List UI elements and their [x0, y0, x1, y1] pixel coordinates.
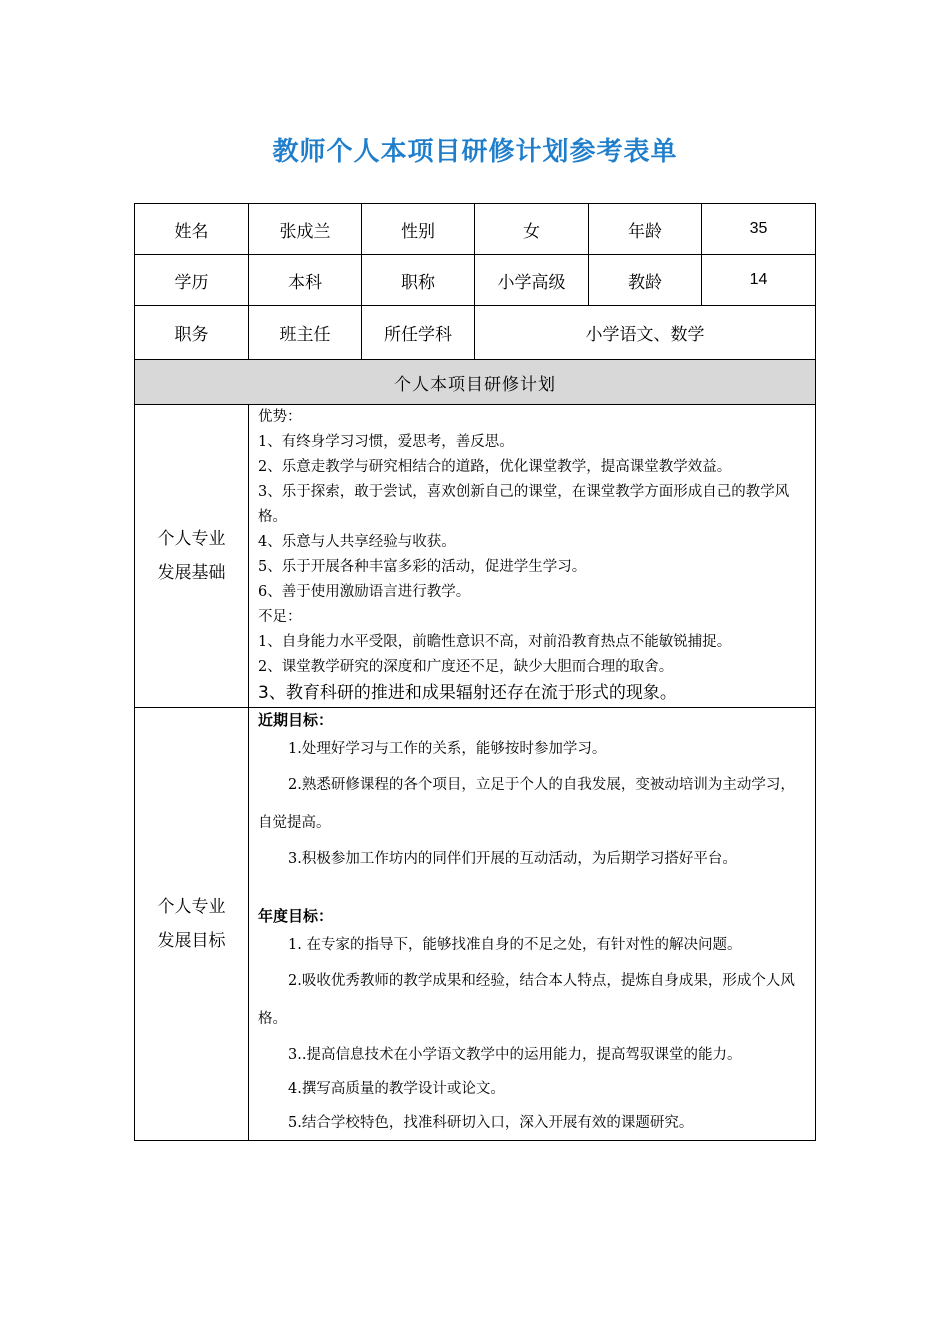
foundation-row — [135, 405, 816, 708]
strength-item: 1、有终身学习习惯，爱思考，善反思。 — [258, 434, 514, 450]
goals-label-line1: 个人专业 — [157, 897, 226, 917]
goals-label — [135, 708, 249, 1141]
position-value: 班主任 — [249, 306, 362, 360]
teaching-years-label: 教龄 — [589, 255, 702, 306]
foundation-label-line1: 个人专业 — [157, 529, 226, 549]
goals-label-line2: 发展目标 — [157, 931, 226, 951]
info-row-1 — [135, 204, 816, 255]
weakness-item: 1、自身能力水平受限，前瞻性意识不高，对前沿教育热点不能敏锐捕捉。 — [258, 634, 732, 650]
weakness-item: 3、教育科研的推进和成果辐射还存在流于形式的现象。 — [258, 683, 677, 703]
goals-spacer — [258, 876, 809, 904]
annual-item: 2.吸收优秀教师的教学成果和经验，结合本人特点，提炼自身成果，形成个人风格。 — [258, 973, 795, 1027]
gender-label: 性别 — [362, 204, 475, 255]
short-term-item: 1.处理好学习与工作的关系，能够按时参加学习。 — [288, 741, 607, 757]
strength-item: 2、乐意走教学与研究相结合的道路，优化课堂教学，提高课堂教学效益。 — [258, 459, 732, 475]
teaching-years-value: 14 — [702, 255, 816, 306]
weaknesses-title: 不足： — [258, 609, 302, 625]
subject-value: 小学语文、数学 — [475, 306, 816, 360]
goals-content — [249, 708, 816, 1141]
plan-section-title: 个人本项目研修计划 — [135, 360, 816, 405]
professional-title-value: 小学高级 — [475, 255, 589, 306]
annual-item: 3..提高信息技术在小学语文教学中的运用能力，提高驾驭课堂的能力。 — [288, 1047, 742, 1063]
name-label: 姓名 — [135, 204, 249, 255]
annual-item: 1. 在专家的指导下，能够找准自身的不足之处，有针对性的解决问题。 — [288, 937, 742, 953]
weakness-item: 2、课堂教学研究的深度和广度还不足，缺少大胆而合理的取舍。 — [258, 659, 674, 675]
name-value: 张成兰 — [249, 204, 362, 255]
goals-row — [135, 708, 816, 1141]
annual-item: 5.结合学校特色，找准科研切入口，深入开展有效的课题研究。 — [288, 1115, 694, 1131]
foundation-content — [249, 405, 816, 708]
foundation-label — [135, 405, 249, 708]
age-value: 35 — [702, 204, 816, 255]
short-term-item: 2.熟悉研修课程的各个项目，立足于个人的自我发展，变被动培训为主动学习，自觉提高。 — [258, 777, 795, 831]
info-row-2 — [135, 255, 816, 306]
foundation-label-line2: 发展基础 — [157, 563, 226, 583]
subject-label: 所任学科 — [362, 306, 475, 360]
annual-title: 年度目标： — [258, 907, 334, 925]
position-label: 职务 — [135, 306, 249, 360]
gender-value: 女 — [475, 204, 589, 255]
education-label: 学历 — [135, 255, 249, 306]
info-row-3 — [135, 306, 816, 360]
annual-item: 4.撰写高质量的教学设计或论文。 — [288, 1081, 505, 1097]
short-term-item: 3.积极参加工作坊内的同伴们开展的互动活动，为后期学习搭好平台。 — [288, 851, 737, 867]
professional-title-label: 职称 — [362, 255, 475, 306]
education-value: 本科 — [249, 255, 362, 306]
age-label: 年龄 — [589, 204, 702, 255]
strength-item: 3、乐于探索，敢于尝试，喜欢创新自己的课堂，在课堂教学方面形成自己的教学风格。 — [258, 484, 790, 525]
plan-section-row — [135, 360, 816, 405]
strength-item: 6、善于使用激励语言进行教学。 — [258, 584, 471, 600]
document-title: 教师个人本项目研修计划参考表单 — [272, 137, 678, 167]
strength-item: 5、乐于开展各种丰富多彩的活动，促进学生学习。 — [258, 559, 587, 575]
short-term-title: 近期目标： — [258, 711, 334, 729]
strength-item: 4、乐意与人共享经验与收获。 — [258, 534, 456, 550]
plan-form-table — [134, 203, 816, 1141]
strengths-title: 优势： — [258, 409, 302, 425]
